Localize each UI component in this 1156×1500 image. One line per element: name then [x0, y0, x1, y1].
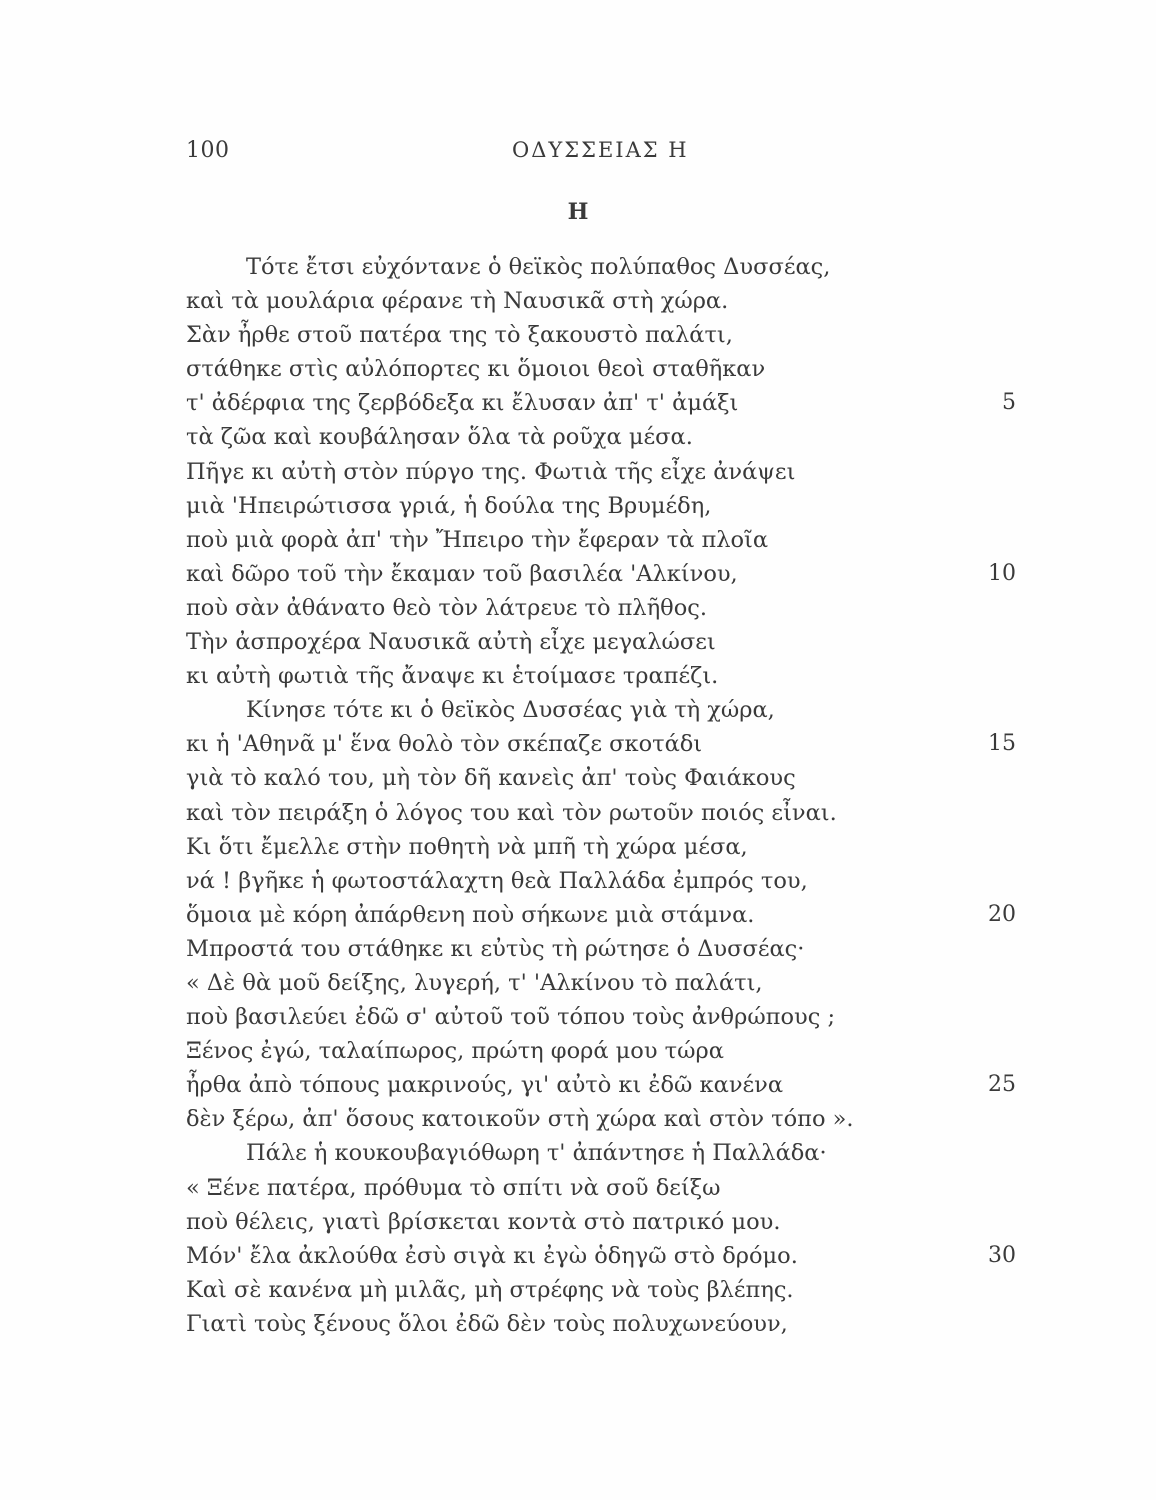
- verse-line: [186, 420, 1016, 454]
- verse-text: Κι ὅτι ἔμελλε στὴν ποθητὴ νὰ μπῆ τὴ χώρα μέσα,: [186, 833, 748, 860]
- running-title: ΟΔΥΣΣΕΙΑΣ Η: [512, 138, 689, 162]
- verse-text: δὲν ξέρω, ἀπ' ὅσους κατοικοῦν στὴ χώρα καὶ στὸν τόπο ».: [186, 1106, 854, 1133]
- verse-line: [186, 693, 1016, 727]
- verse-line: [186, 796, 1016, 830]
- verse-text: « Ξένε πατέρα, πρόθυμα τὸ σπίτι νὰ σοῦ δείξω: [186, 1174, 721, 1201]
- verse-text: Σὰν ἦρθε στοῦ πατέρα της τὸ ξακουστὸ παλάτι,: [186, 322, 733, 349]
- verse-line: [186, 523, 1016, 557]
- line-number: 30: [988, 1242, 1016, 1268]
- verse-text: Ξένος ἐγώ, ταλαίπωρος, πρώτη φορά μου τώρα: [186, 1038, 724, 1065]
- verse-line: [186, 318, 1016, 352]
- running-head: [186, 138, 1016, 168]
- verse-line: [186, 284, 1016, 318]
- verse-text: Μόν' ἔλα ἀκλούθα ἐσὺ σιγὰ κι ἐγὼ ὁδηγῶ στὸ δρόμο.: [186, 1242, 798, 1269]
- page-number: 100: [186, 138, 230, 163]
- verse-line: [186, 1205, 1016, 1239]
- verse-line: [186, 830, 1016, 864]
- verse-line: [186, 1273, 1016, 1307]
- verse-line: [186, 1239, 1016, 1273]
- verse-line: [186, 1171, 1016, 1205]
- verse-text: ποὺ σὰν ἀθάνατο θεὸ τὸν λάτρευε τὸ πλῆθος.: [186, 594, 708, 621]
- verse-text: γιὰ τὸ καλό του, μὴ τὸν δῆ κανεὶς ἀπ' τοὺς Φαιάκους: [186, 765, 796, 792]
- verse-text: κι αὐτὴ φωτιὰ τῆς ἄναψε κι ἑτοίμασε τραπέζι.: [186, 663, 719, 690]
- verse-text: Κίνησε τότε κι ὁ θεϊκὸς Δυσσέας γιὰ τὴ χώρα,: [246, 697, 775, 724]
- verse-text: στάθηκε στὶς αὐλόπορτες κι ὅμοιοι θεοὶ σταθῆκαν: [186, 356, 766, 383]
- book-heading: Η: [567, 199, 589, 225]
- verse-line: [186, 761, 1016, 795]
- verse-text: Γιατὶ τοὺς ξένους ὅλοι ἐδῶ δὲν τοὺς πολυχωνεύουν,: [186, 1310, 788, 1337]
- verse-line: [186, 1034, 1016, 1068]
- verse-text: ὅμοια μὲ κόρη ἀπάρθενη ποὺ σήκωνε μιὰ στάμνα.: [186, 901, 755, 928]
- line-number: 15: [988, 731, 1016, 757]
- verse-line: [186, 625, 1016, 659]
- line-number: 5: [1002, 390, 1016, 416]
- verse-text: καὶ δῶρο τοῦ τὴν ἔκαμαν τοῦ βασιλέα 'Αλκίνου,: [186, 560, 738, 587]
- verse-text: τὰ ζῶα καὶ κουβάλησαν ὅλα τὰ ροῦχα μέσα.: [186, 424, 693, 451]
- verse-line: [186, 1136, 1016, 1170]
- verse-text: καὶ τὸν πειράξη ὁ λόγος του καὶ τὸν ρωτοῦν ποιός εἶναι.: [186, 799, 837, 826]
- verse-text: μιὰ 'Ηπειρώτισσα γριά, ἡ δούλα της Βρυμέδη,: [186, 492, 712, 519]
- verse-text: Πάλε ἡ κουκουβαγιόθωρη τ' ἀπάντησε ἡ Παλλάδα·: [246, 1140, 827, 1167]
- verse-line: [186, 386, 1016, 420]
- verse-line: [186, 250, 1016, 284]
- verse-text: Τὴν ἀσπροχέρα Ναυσικᾶ αὐτὴ εἶχε μεγαλώσει: [186, 629, 716, 656]
- verse-line: [186, 557, 1016, 591]
- verse-line: [186, 932, 1016, 966]
- verse-text: Πῆγε κι αὐτὴ στὸν πύργο της. Φωτιὰ τῆς εἶχε ἀνάψει: [186, 458, 796, 485]
- line-number: 25: [988, 1072, 1016, 1098]
- verse-line: [186, 1000, 1016, 1034]
- verse-text: ποὺ μιὰ φορὰ ἀπ' τὴν Ἤπειρο τὴν ἔφεραν τὰ πλοῖα: [186, 526, 769, 553]
- verse-line: [186, 1102, 1016, 1136]
- verse-text: Τότε ἔτσι εὐχόντανε ὁ θεϊκὸς πολύπαθος Δυσσέας,: [246, 254, 831, 280]
- line-number: 10: [988, 560, 1016, 586]
- verse-line: [186, 864, 1016, 898]
- verse-text: ἦρθα ἀπὸ τόπους μακρινούς, γι' αὐτὸ κι ἐδῶ κανένα: [186, 1072, 784, 1099]
- verse-line: [186, 489, 1016, 523]
- verse-line: [186, 591, 1016, 625]
- verse-text: ποὺ θέλεις, γιατὶ βρίσκεται κοντὰ στὸ πατρικό μου.: [186, 1208, 781, 1235]
- verse-text: ποὺ βασιλεύει ἐδῶ σ' αὐτοῦ τοῦ τόπου τοὺς ἀνθρώπους ;: [186, 1004, 836, 1031]
- verse-line: [186, 352, 1016, 386]
- verse-line: [186, 898, 1016, 932]
- verse-text: Μπροστά του στάθηκε κι εὐτὺς τὴ ρώτησε ὁ Δυσσέας·: [186, 935, 805, 962]
- verse-text: κι ἡ 'Αθηνᾶ μ' ἕνα θολὸ τὸν σκέπαζε σκοτάδι: [186, 731, 703, 758]
- verse-line: [186, 727, 1016, 761]
- verse-text: Καὶ σὲ κανένα μὴ μιλᾶς, μὴ στρέφης νὰ τοὺς βλέπης.: [186, 1276, 794, 1303]
- poem-text: [186, 250, 1016, 1341]
- verse-line: [186, 1307, 1016, 1341]
- verse-line: [186, 455, 1016, 489]
- verse-line: [186, 659, 1016, 693]
- verse-line: [186, 966, 1016, 1000]
- line-number: 20: [988, 901, 1016, 927]
- verse-text: « Δὲ θὰ μοῦ δείξης, λυγερή, τ' 'Αλκίνου τὸ παλάτι,: [186, 969, 763, 996]
- verse-line: [186, 1068, 1016, 1102]
- verse-text: νά ! βγῆκε ἡ φωτοστάλαχτη θεὰ Παλλάδα ἐμπρός του,: [186, 867, 808, 894]
- verse-text: τ' ἀδέρφια της ζερβόδεξα κι ἔλυσαν ἀπ' τ' ἀμάξι: [186, 390, 739, 417]
- verse-text: καὶ τὰ μουλάρια φέρανε τὴ Ναυσικᾶ στὴ χώρα.: [186, 288, 729, 315]
